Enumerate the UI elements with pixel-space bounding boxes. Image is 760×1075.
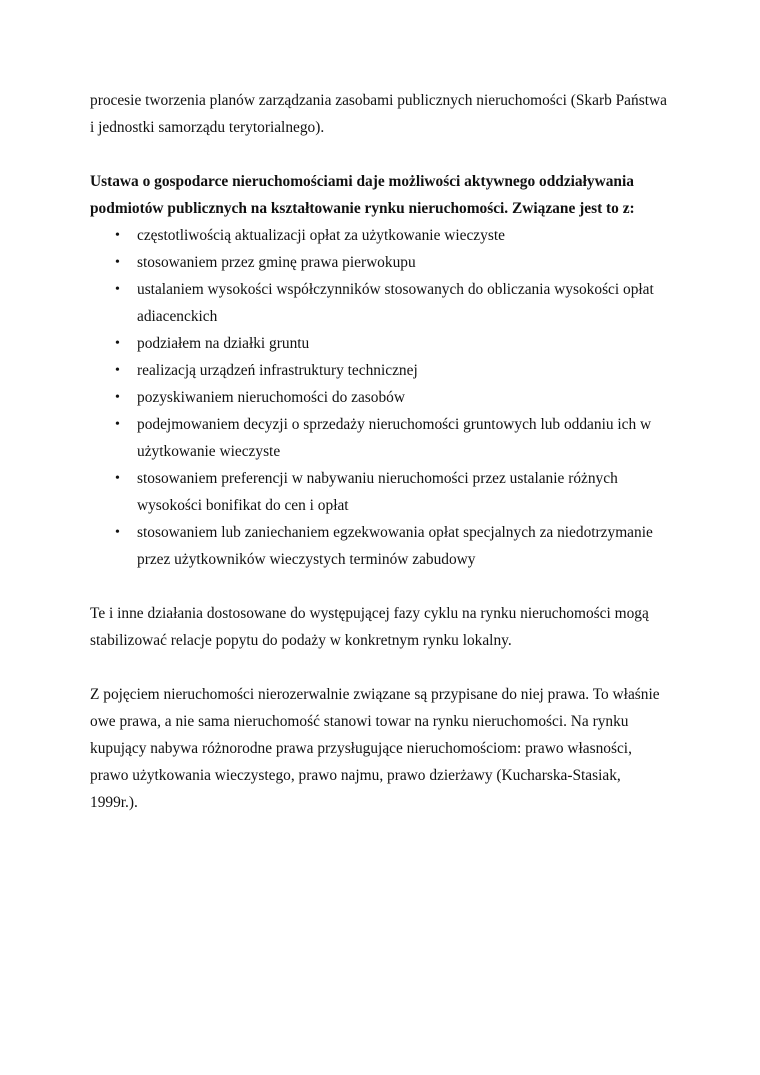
list-item-text: ustalaniem wysokości współczynników stosowanych do obliczania wysokości opłat adiacenckich xyxy=(137,281,654,325)
list-item xyxy=(90,519,672,573)
list-item-text: stosowaniem preferencji w nabywaniu nieruchomości przez ustalanie różnych wysokości bonifikat do cen i opłat xyxy=(137,470,618,514)
bullet-icon: • xyxy=(115,525,120,540)
list-item xyxy=(90,384,672,411)
list-item-text: pozyskiwaniem nieruchomości do zasobów xyxy=(137,389,405,406)
document-body xyxy=(90,87,672,816)
list-item xyxy=(90,276,672,330)
list-item xyxy=(90,222,672,249)
bullet-icon: • xyxy=(115,471,120,486)
market-cycle-paragraph: Te i inne działania dostosowane do występującej fazy cyklu na rynku nieruchomości mogą stabilizować relacje popytu do podaży w konkretnym rynku lokalny. xyxy=(90,605,649,649)
bold-lead-paragraph: Ustawa o gospodarce nieruchomościami daje możliwości aktywnego oddziaływania podmiotów publicznych na kształtowanie rynku nieruchomości. Związane jest to z: xyxy=(90,173,635,217)
bullet-icon: • xyxy=(115,228,120,243)
bullet-list xyxy=(90,222,672,573)
list-item-text: podejmowaniem decyzji o sprzedaży nieruchomości gruntowych lub oddaniu ich w użytkowanie wieczyste xyxy=(137,416,652,460)
list-item-text: stosowaniem lub zaniechaniem egzekwowania opłat specjalnych za niedotrzymanie przez użytkowników wieczystych terminów zabudowy xyxy=(137,524,653,568)
list-item xyxy=(90,249,672,276)
intro-paragraph: procesie tworzenia planów zarządzania zasobami publicznych nieruchomości (Skarb Państwa i jednostki samorządu terytorialnego). xyxy=(90,92,667,136)
bullet-icon: • xyxy=(115,336,120,351)
property-rights-paragraph: Z pojęciem nieruchomości nierozerwalnie związane są przypisane do niej prawa. To właśnie owe prawa, a nie sama nieruchomość stanowi towar na rynku nieruchomości. Na rynku kupujący nabywa różnorodne prawa przysługujące nieruchomościom: prawo własności, prawo użytkowania wieczystego, prawo najmu, prawo dzierżawy (Kucharska-Stasiak, 1999r.). xyxy=(90,686,660,811)
list-item xyxy=(90,465,672,519)
bullet-icon: • xyxy=(115,417,120,432)
bullet-icon: • xyxy=(115,390,120,405)
list-item-text: podziałem na działki gruntu xyxy=(137,335,310,352)
list-item-text: częstotliwością aktualizacji opłat za użytkowanie wieczyste xyxy=(137,227,505,244)
bullet-icon: • xyxy=(115,363,120,378)
list-item-text: realizacją urządzeń infrastruktury technicznej xyxy=(137,362,418,379)
list-item xyxy=(90,330,672,357)
list-item xyxy=(90,357,672,384)
list-item-text: stosowaniem przez gminę prawa pierwokupu xyxy=(137,254,416,271)
bullet-icon: • xyxy=(115,282,120,297)
bullet-icon: • xyxy=(115,255,120,270)
list-item xyxy=(90,411,672,465)
